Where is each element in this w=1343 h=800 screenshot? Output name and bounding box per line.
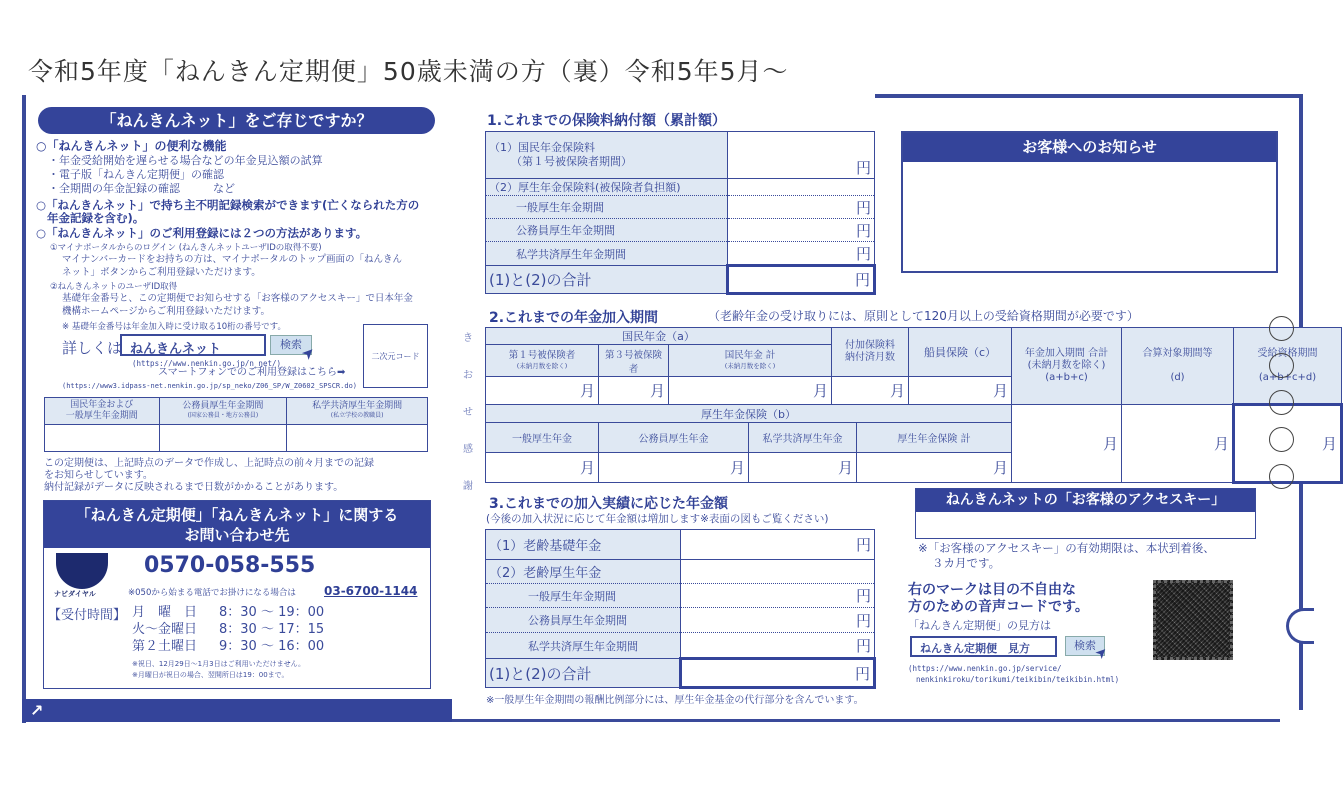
row-label: 一般厚生年金期間	[486, 196, 728, 219]
col-header: 一般厚生年金	[486, 423, 599, 453]
phone-number: 0570-058-555	[144, 553, 316, 578]
howto-search-input[interactable]: ねんきん定期便 見方	[910, 636, 1057, 657]
howto-search-button[interactable]: 検索	[1065, 636, 1105, 656]
amount-cell	[681, 560, 875, 584]
section3-footnote: ※一般厚生年金期間の報酬比例部分には、厚生年金基金の代行部分を含んでいます。	[486, 695, 864, 706]
voice-code-line: 方のための音声コードです。	[908, 599, 1089, 615]
hours-list	[132, 604, 324, 655]
vertical-text	[463, 320, 473, 505]
col-header: 厚生年金保険（b）	[486, 405, 1012, 423]
month-cell: 月	[669, 377, 832, 405]
qr-code-placeholder: 二次元コード	[363, 324, 428, 388]
col-header: 年金加入期間 合計 (未納月数を除く) (a+b+c)	[1012, 328, 1122, 405]
row-label: （2）厚生年金保険料(被保険者負担額)	[486, 179, 728, 196]
hours-label: 【受付時間】	[48, 608, 127, 623]
details-label: 詳しくは	[62, 339, 123, 357]
total-amount-cell: 円	[681, 659, 875, 688]
row-label: （1）老齢基礎年金	[486, 530, 681, 560]
row-label: 私学共済厚生年金期間	[486, 242, 728, 266]
month-cell: 月	[857, 453, 1012, 483]
amount-cell: 円	[681, 530, 875, 560]
url-text: nenkinkiroku/torikumi/teikibin/teikibin.html)	[916, 675, 1120, 684]
form-border	[1299, 640, 1303, 710]
smartphone-link[interactable]: スマートフォンでのご利用登録はこちら➡	[158, 367, 346, 378]
col-header: 私学共済厚生年金	[749, 423, 857, 453]
vertical-char: 謝	[463, 481, 473, 492]
vertical-char: せ	[463, 407, 473, 418]
voice-code-text	[908, 582, 1089, 616]
period-header	[159, 398, 287, 425]
contact-box	[43, 500, 431, 689]
col-header-main: 国民年金 計	[724, 349, 776, 361]
row-label: 私学共済厚生年金期間	[486, 633, 681, 659]
col-header-sub: (未納月数を除く)	[516, 361, 568, 370]
period-cell	[45, 425, 160, 452]
section3-title: 3.これまでの加入実績に応じた年金額	[489, 496, 729, 512]
section2-title: 2.これまでの年金加入期間	[489, 310, 659, 326]
hours-day: 火～金曜日	[132, 622, 198, 637]
form-border	[22, 95, 26, 723]
feature-item: ・電子版「ねんきん定期便」の確認	[48, 168, 224, 181]
hours-day: 第２土曜日	[132, 639, 198, 654]
qualification-month-cell: 月	[1234, 405, 1342, 483]
punch-hole-icon	[1269, 427, 1294, 452]
col-header: 受給資格期間 (a+b+c+d)	[1234, 328, 1342, 405]
enrollment-table	[485, 327, 1343, 484]
search-note: ○「ねんきんネット」で持ち主不明記録検索ができます(亡くなられた方の	[36, 198, 420, 212]
amount-cell: 円	[681, 633, 875, 659]
contact-heading-line: 「ねんきん定期便」「ねんきんネット」に関する	[75, 506, 399, 524]
cursor-arrow-icon: ➤	[1092, 643, 1112, 663]
amount-cell	[728, 179, 875, 196]
amount-cell: 円	[728, 242, 875, 266]
page-title: 令和5年度「ねんきん定期便」50歳未満の方（裏）令和5年5月～	[28, 57, 789, 86]
row-label: 公務員厚生年金期間	[486, 219, 728, 242]
voice-code-line: 右のマークは目の不自由な	[908, 582, 1076, 598]
amount-cell: 円	[728, 219, 875, 242]
month-cell: 月	[909, 377, 1012, 405]
row-label: 公務員厚生年金期間	[486, 608, 681, 633]
punch-hole-icon	[1269, 390, 1294, 415]
col-header-sub: (未納月数を除く)	[724, 361, 776, 370]
nenkin-net-heading: 「ねんきんネット」をご存じですか？	[38, 107, 435, 134]
month-cell: 月	[749, 453, 857, 483]
premium-table	[485, 131, 876, 295]
punch-hole-icon	[1269, 353, 1294, 378]
navi-dial-label: ナビダイヤル	[54, 590, 96, 598]
total-label: (1)と(2)の合計	[486, 266, 728, 294]
month-cell: 月	[832, 377, 909, 405]
row-label-line: （第１号被保険者期間）	[511, 155, 632, 168]
registration-note: ※ 基礎年金番号は年金加入時に受け取る10桁の番号です。	[62, 322, 286, 332]
col-header	[486, 345, 599, 377]
total-amount-cell: 円	[728, 266, 875, 294]
registration-item: ②ねんきんネットのユーザID取得	[50, 282, 178, 292]
url-text: (https://www.nenkin.go.jp/service/	[908, 664, 1062, 673]
amount-cell: 円	[728, 196, 875, 219]
section1-title: 1.これまでの保険料納付額（累計額）	[487, 113, 727, 129]
registration-item: 基礎年金番号と、この定期便でお知らせする「お客様のアクセスキー」で日本年金	[62, 293, 413, 304]
col-header: 公務員厚生年金	[599, 423, 749, 453]
period-table	[44, 397, 428, 452]
feature-heading: ○「ねんきんネット」の便利な機能	[36, 139, 227, 153]
registration-item: ①マイナポータルからのログイン (ねんきんネットユーザIDの取得不要)	[50, 243, 322, 253]
hours-time: 8：30 ～ 19：00	[219, 605, 325, 620]
month-cell: 月	[1122, 405, 1234, 483]
access-key-note: ３カ月です。	[932, 556, 1001, 570]
section2-note: （老齢年金の受け取りには、原則として120月以上の受給資格期間が必要です）	[708, 309, 1139, 323]
row-label	[486, 132, 728, 179]
feature-item: ・全期間の年金記録の確認 など	[48, 182, 235, 195]
period-header	[287, 398, 428, 425]
search-note: 年金記録を含む)。	[47, 211, 145, 225]
col-header: 厚生年金保険 計	[857, 423, 1012, 453]
month-cell: 月	[599, 453, 749, 483]
punch-hole-icon	[1269, 316, 1294, 341]
arrow-icon: ↗	[30, 701, 44, 720]
url-text: (https://www.nenkin.go.jp/n_net/)	[132, 359, 282, 368]
period-header-sub: (国家公務員・地方公務員)	[187, 412, 259, 419]
data-note: 納付記録がデータに反映されるまで日数がかかることがあります。	[44, 482, 344, 493]
col-header: 船員保険（c）	[909, 328, 1012, 377]
period-header-main: 私学共済厚生年金期間	[312, 401, 403, 411]
row-label-line: （1）国民年金保険料	[489, 141, 595, 154]
month-cell: 月	[599, 377, 669, 405]
access-key-heading: ねんきんネットの「お客様のアクセスキー」	[916, 489, 1255, 512]
howto-label: 「ねんきん定期便」の見方は	[908, 619, 1051, 632]
form-border	[450, 719, 1280, 722]
contact-heading-line: お問い合わせ先	[184, 526, 290, 544]
contact-heading	[44, 501, 430, 548]
registration-heading: ○「ねんきんネット」のご利用登録には２つの方法があります。	[36, 226, 368, 240]
row-label: 一般厚生年金期間	[486, 584, 681, 608]
amount-cell: 円	[681, 608, 875, 633]
period-cell	[287, 425, 428, 452]
form-border	[875, 94, 1303, 98]
period-cell	[159, 425, 287, 452]
registration-item: 機構ホームページからご利用登録いただけます。	[62, 306, 271, 317]
punch-hole-icon	[1269, 464, 1294, 489]
col-header-main: 第１号被保険者	[508, 349, 576, 361]
vertical-char: き	[463, 333, 473, 344]
amount-cell: 円	[681, 584, 875, 608]
hours-note: ※祝日、12月29日～1月3日はご利用いただけません。	[132, 660, 306, 668]
navi-dial-logo-icon	[56, 553, 108, 589]
footer-bar	[22, 699, 452, 722]
tear-notch	[1286, 608, 1314, 644]
period-header-sub: (私立学校の教職員)	[330, 412, 384, 419]
notice-heading: お客様へのお知らせ	[903, 133, 1276, 162]
alt-phone-note: ※050から始まる電話でお掛けになる場合は	[128, 588, 296, 598]
month-cell: 月	[486, 377, 599, 405]
search-button[interactable]: 検索	[270, 335, 312, 355]
month-cell: 月	[1012, 405, 1122, 483]
access-key-note: ※「お客様のアクセスキー」の有効期限は、本状到着後、	[918, 541, 1215, 555]
search-input[interactable]: ねんきんネット	[120, 334, 266, 356]
col-header: 第３号被保険者	[599, 345, 669, 377]
period-header: 国民年金および 一般厚生年金期間	[45, 398, 160, 425]
col-header: 国民年金（a）	[486, 328, 832, 345]
section3-subtitle: (今後の加入状況に応じて年金額は増加します※表面の図もご覧ください)	[486, 513, 829, 525]
cursor-arrow-icon: ➤	[297, 342, 320, 364]
data-note: この定期便は、上記時点のデータで作成し、上記時点の前々月までの記録	[44, 458, 374, 469]
registration-item: ネット」ボタンからご利用登録いただけます。	[62, 267, 261, 278]
period-header-main: 公務員厚生年金期間	[182, 401, 264, 411]
col-header: 合算対象期間等 (d)	[1122, 328, 1234, 405]
pension-amount-table	[485, 529, 876, 689]
notice-box	[901, 131, 1278, 273]
alt-phone-number: 03-6700-1144	[324, 584, 418, 598]
total-label: (1)と(2)の合計	[486, 659, 681, 688]
hours-note: ※月曜日が祝日の場合、翌開所日は19：00まで。	[132, 671, 289, 679]
data-note: をお知らせしています。	[44, 470, 153, 481]
month-cell: 月	[486, 453, 599, 483]
vertical-char: 感	[463, 444, 473, 455]
url-text: (https://www3.idpass-net.nenkin.go.jp/sp_neko/Z06_SP/W_Z0602_SPSCR.do)	[62, 382, 358, 390]
hours-time: 9：30 ～ 16：00	[219, 639, 325, 654]
col-header	[669, 345, 832, 377]
row-label: （2）老齢厚生年金	[486, 560, 681, 584]
voice-code-icon	[1153, 580, 1233, 660]
registration-item: マイナンバーカードをお持ちの方は、マイナポータルのトップ画面の「ねんきん	[62, 254, 403, 265]
amount-cell: 円	[728, 132, 875, 179]
access-key-box	[915, 488, 1256, 539]
hours-day: 月 曜 日	[132, 605, 198, 620]
hours-time: 8：30 ～ 17：15	[219, 622, 325, 637]
vertical-char: お	[463, 370, 473, 381]
feature-item: ・年金受給開始を遅らせる場合などの年金見込額の試算	[48, 154, 323, 167]
col-header: 付加保険料 納付済月数	[832, 328, 909, 377]
